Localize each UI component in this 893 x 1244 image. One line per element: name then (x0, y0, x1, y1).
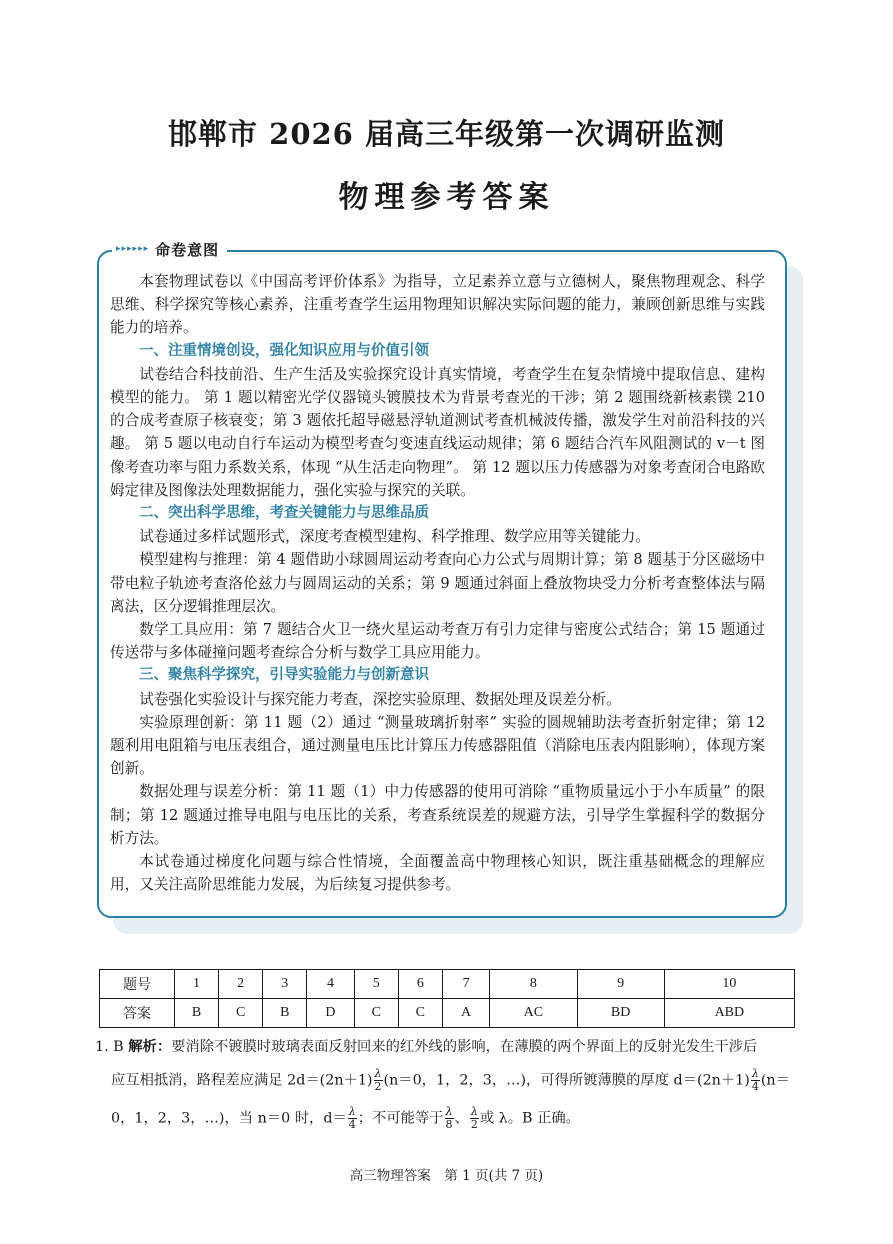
solution-text-2b: (n＝0，1，2，3，…)，可得所镀薄膜的厚度 d＝(2n＋1) (383, 1072, 750, 1089)
answer-table-answer-cell: C (219, 999, 263, 1028)
answer-table-answer-cell: AC (490, 999, 577, 1028)
answer-table-row-numbers (100, 970, 795, 999)
intent-paragraph: 本套物理试卷以《中国高考评价体系》为指导，立足素养立意与立德树人，聚焦物理观念、科学思维、科学探究等核心素养，注重考查学生运用物理知识解决实际问题的能力，兼顾创新思维与实践能力的培养。 (110, 273, 765, 337)
answer-table-number-cell: 3 (263, 970, 307, 999)
intent-section-heading: 二、突出科学思维，考查关键能力与思维品质 (139, 505, 429, 522)
frac-num: λ (751, 1067, 759, 1080)
solution-line-3 (111, 1106, 580, 1131)
intent-header-label: 命卷意图 (155, 240, 220, 259)
solution-text-3d: 或 λ。B 正确。 (479, 1110, 580, 1127)
answer-table-answer-cell: D (307, 999, 354, 1028)
solution-line-2 (111, 1068, 790, 1093)
frac-den: 4 (751, 1080, 759, 1093)
page-footer: 高三物理答案 第 1 页(共 7 页) (349, 1168, 544, 1184)
solution-label: 解析： (128, 1039, 172, 1055)
solution-line-1 (95, 1036, 757, 1056)
frac-num: λ (470, 1105, 478, 1118)
answer-table-number-cell: 5 (354, 970, 398, 999)
intent-paragraph: 试卷结合科技前沿、生产生活及实验探究设计真实情境，考查学生在复杂情境中提取信息、建构模型的能力。 第 1 题以精密光学仪器镜头镀膜技术为背景考查光的干涉；第 2 题围绕新核素镤 210 的合成考查原子核衰变；第 3 题依托超导磁悬浮轨道测试考查机械波传播，激发学生对前沿科技的兴趣。 第 5 题以电动自行车运动为模型考查匀变速直线运动规律；第 6 题结合汽车风阻测试的 v－t 图像考查功率与阻力系数关系，体现 “从生活走向物理”。 第 12 题以压力传感器为对象考查闭合电路欧姆定律及图像法处理数据能力，强化实验与探究的关联。 (110, 365, 765, 499)
answer-table-answer-cell: ABD (664, 999, 794, 1028)
answer-table-answer-cell: B (263, 999, 307, 1028)
intent-paragraph: 本试卷通过梯度化问题与综合性情境，全面覆盖高中物理核心知识，既注重基础概念的理解应用，又关注高阶思维能力发展，为后续复习提供参考。 (110, 853, 765, 894)
answer-table-number-cell: 2 (219, 970, 263, 999)
frac-den: 4 (348, 1118, 356, 1131)
frac-den: 2 (374, 1080, 382, 1093)
intent-paragraph: 实验原理创新：第 11 题（2）通过 “测量玻璃折射率” 实验的圆规辅助法考查折射定律；第 12 题利用电阻箱与电压表组合，通过测量电压比计算压力传感器阻值（消除电压表内阻影响），体现方案创新。 (110, 713, 765, 778)
fraction-lambda-over-2 (374, 1068, 383, 1093)
frac-num: λ (348, 1105, 356, 1118)
arrow-decoration-icon: ▸▸▸▸▸▸ (116, 244, 150, 254)
fraction-lambda-over-4b (348, 1106, 357, 1131)
answer-table-answer-cell: C (354, 999, 398, 1028)
answer-table-number-cell: 9 (577, 970, 664, 999)
intent-paragraph: 数学工具应用：第 7 题结合火卫一绕火星运动考查万有引力定律与密度公式结合；第 15 题通过传送带与多体碰撞问题考查综合分析与数学工具应用能力。 (110, 621, 765, 662)
solution-text-2c: (n＝ (760, 1072, 790, 1089)
intent-content (110, 270, 765, 896)
solution-text-3a: 0，1，2，3，…)，当 n＝0 时，d＝ (111, 1110, 347, 1127)
answer-table-row-answers (100, 999, 795, 1028)
answer-table-number-cell: 10 (664, 970, 794, 999)
solution-text-1: 要消除不镀膜时玻璃表面反射回来的红外线的影响，在薄膜的两个界面上的反射光发生干涉后 (171, 1039, 758, 1055)
answer-table (99, 969, 795, 1028)
fraction-lambda-over-8 (445, 1106, 454, 1131)
fraction-lambda-over-2b (470, 1106, 479, 1131)
intent-paragraph: 试卷通过多样试题形式，深度考查模型建构、科学推理、数学应用等关键能力。 (139, 528, 650, 546)
answer-table-answer-cell: B (175, 999, 219, 1028)
intent-section-heading: 三、聚焦科学探究，引导实验能力与创新意识 (139, 667, 429, 684)
answer-table-answer-cell: A (442, 999, 489, 1028)
answer-table-number-cell: 8 (490, 970, 577, 999)
solution-number: 1. B (95, 1039, 124, 1055)
answer-table-header-answer: 答案 (100, 999, 175, 1028)
answer-table-number-cell: 7 (442, 970, 489, 999)
intent-paragraph: 试卷强化实验设计与探究能力考查，深挖实验原理、数据处理及误差分析。 (139, 690, 621, 708)
document-title: 邯郸市 2026 届高三年级第一次调研监测 (168, 117, 725, 151)
answer-table-header-number: 题号 (100, 970, 175, 999)
fraction-lambda-over-4 (751, 1068, 760, 1093)
solution-text-3c: 、 (454, 1110, 469, 1127)
answer-table-number-cell: 6 (398, 970, 442, 999)
frac-num: λ (445, 1105, 453, 1118)
answer-table-number-cell: 1 (175, 970, 219, 999)
frac-den: 8 (445, 1118, 453, 1131)
intent-paragraph: 模型建构与推理：第 4 题借助小球圆周运动考查向心力公式与周期计算；第 8 题基于分区磁场中带电粒子轨迹考查洛伦兹力与圆周运动的关系；第 9 题通过斜面上叠放物块受力分析考查整体法与隔离法，区分逻辑推理层次。 (110, 551, 765, 615)
answer-table-answer-cell: BD (577, 999, 664, 1028)
answer-table-answer-cell: C (398, 999, 442, 1028)
document-subtitle: 物理参考答案 (338, 180, 555, 215)
frac-den: 2 (470, 1118, 478, 1131)
intent-header (112, 238, 227, 260)
solution-text-2a: 应互相抵消，路程差应满足 2d＝(2n＋1) (111, 1072, 373, 1089)
solution-text-3b: ；不可能等于 (357, 1110, 444, 1127)
frac-num: λ (374, 1067, 382, 1080)
intent-section-heading: 一、注重情境创设，强化知识应用与价值引领 (139, 342, 429, 359)
answer-table-number-cell: 4 (307, 970, 354, 999)
intent-paragraph: 数据处理与误差分析：第 11 题（1）中力传感器的使用可消除 “重物质量远小于小车质量” 的限制；第 12 题通过推导电阻与电压比的关系，考查系统误差的规避方法，引导学生掌握科学的数据分析方法。 (110, 783, 765, 847)
